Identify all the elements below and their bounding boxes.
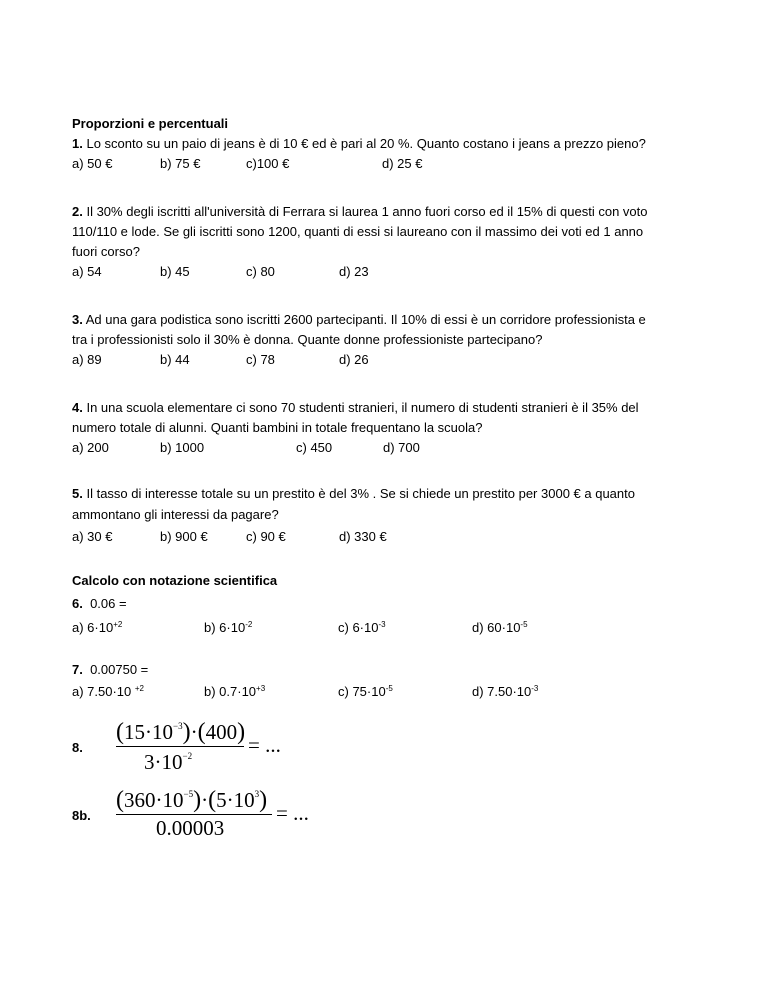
option-1a: a) 50 €: [72, 156, 113, 171]
question-6: [72, 596, 127, 612]
option-2c: c) 80: [246, 264, 275, 279]
question-4-line-2: numero totale di alunni. Quanti bambini in totale frequentano la scuola?: [72, 420, 483, 435]
option-7b: b) $0.7\cdot 10^{+3}$: [204, 684, 266, 699]
option-6b: b) $6\cdot 10^{-2}$: [204, 620, 253, 635]
option-1b: b) 75 €: [160, 156, 201, 171]
option-3d: d) 26: [339, 352, 369, 367]
option-3b: b) 44: [160, 352, 190, 367]
option-6a: a) $6\cdot 10^{+2}$: [72, 620, 123, 635]
option-5b: b) 900 €: [160, 529, 208, 544]
option-2b: b) 45: [160, 264, 190, 279]
question-expression: 0.00750 =: [90, 662, 149, 677]
option-4c: c) 450: [296, 440, 333, 455]
fraction-8-denominator: $3\cdot 10^{-2}$: [144, 750, 193, 774]
question-number: 4.: [72, 400, 83, 415]
question-3-line-2: tra i professionisti solo il 30% è donna. Quante donne professioniste partecipano?: [72, 332, 543, 347]
option-4b: b) 1000: [160, 440, 205, 455]
option-3c: c) 78: [246, 352, 275, 367]
option-2d: d) 23: [339, 264, 369, 279]
option-4a: a) 200: [72, 440, 109, 455]
question-number: 2.: [72, 204, 83, 219]
option-5a: a) 30 €: [72, 529, 113, 544]
option-3a: a) 89: [72, 352, 102, 367]
question-number: 1.: [72, 136, 83, 151]
question-text: Lo sconto su un paio di jeans è di 10 € ed è pari al 20 %. Quanto costano i jeans a prezzo pieno?: [86, 136, 646, 151]
question-8b-number: 8b.: [72, 808, 91, 823]
option-1d: d) 25 €: [382, 156, 423, 171]
question-7: [72, 662, 148, 678]
question-2-line-2: 110/110 e lode. Se gli iscritti sono 1200, quanti di essi si laureano con il massimo dei voti ed 1 anno: [72, 224, 644, 239]
question-8-number: 8.: [72, 740, 83, 755]
question-4: [72, 400, 639, 416]
fraction-8b-bar: [116, 814, 272, 815]
option-5c: c) 90 €: [246, 529, 286, 544]
question-text: Il tasso di interesse totale su un prestito è del 3% . Se si chiede un prestito per 3000 € a quanto: [86, 486, 635, 501]
option-6c: c) $6\cdot 10^{-3}$: [338, 620, 386, 635]
option-7c: c) $75\cdot 10^{-5}$: [338, 684, 393, 699]
fraction-8b-numerator: $(360\cdot 10^{-5})\cdot(5\cdot 10^3)$: [116, 787, 268, 813]
question-5: [72, 486, 635, 502]
question-number: 6.: [72, 596, 83, 611]
option-4d: d) 700: [383, 440, 420, 455]
question-2-line-3: fuori corso?: [72, 244, 140, 259]
question-text: In una scuola elementare ci sono 70 studenti stranieri, il numero di studenti stranieri è il 35% del: [86, 400, 639, 415]
section-title-proportions: Proporzioni e percentuali: [72, 116, 229, 131]
fraction-8-numerator: $(15\cdot 10^{-3})\cdot(400)$: [116, 719, 246, 745]
question-2: [72, 204, 648, 220]
option-2a: a) 54: [72, 264, 102, 279]
section-title-scientific-notation: Calcolo con notazione scientifica: [72, 573, 278, 588]
option-1c: c)100 €: [246, 156, 290, 171]
question-1: [72, 136, 646, 152]
question-5-line-2: ammontano gli interessi da pagare?: [72, 507, 279, 522]
question-expression: 0.06 =: [90, 596, 127, 611]
option-7d: d) $7.50\cdot 10^{-3}$: [472, 684, 539, 699]
question-number: 3.: [72, 312, 83, 327]
option-7a: a) 7.50·10 $^{+2}$: [72, 684, 144, 699]
option-5d: d) 330 €: [339, 529, 387, 544]
question-text: Il 30% degli iscritti all'università di Ferrara si laurea 1 anno fuori corso ed il 15% di questi con voto: [86, 204, 648, 219]
fraction-8-bar: [116, 746, 244, 747]
option-6d: d) $60\cdot 10^{-5}$: [472, 620, 528, 635]
fraction-8b-equals: = ...: [276, 801, 309, 825]
fraction-8b-denominator: 0.00003: [156, 816, 225, 840]
question-number: 5.: [72, 486, 83, 501]
question-3: [72, 312, 646, 328]
fraction-8-equals: = ...: [248, 733, 281, 757]
question-number: 7.: [72, 662, 83, 677]
question-text: Ad una gara podistica sono iscritti 2600 partecipanti. Il 10% di essi è un corridore professionista e: [85, 312, 646, 327]
